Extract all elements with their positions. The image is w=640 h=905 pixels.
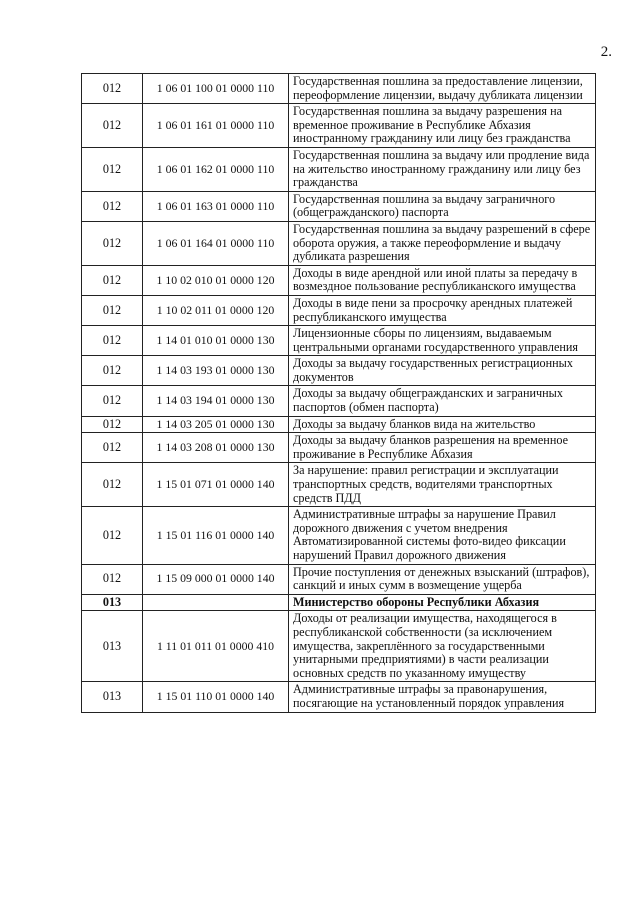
revenue-code-cell: 1 11 01 011 01 0000 410 — [143, 611, 289, 682]
admin-code-cell: 012 — [82, 386, 143, 416]
revenue-name-cell: Государственная пошлина за выдачу разрешения на временное проживание в Республике Абхазия иностранному гражданину или лицу без гражданства — [289, 104, 596, 148]
admin-code-cell: 012 — [82, 104, 143, 148]
revenue-name-cell: Административные штрафы за нарушение Правил дорожного движения с учетом внедрения Автоматизированной системы фото-видео фиксации нарушений Правил дорожного движения — [289, 507, 596, 564]
revenue-code-cell: 1 15 01 110 01 0000 140 — [143, 682, 289, 712]
table-row — [82, 265, 596, 295]
revenue-code-cell: 1 10 02 011 01 0000 120 — [143, 295, 289, 325]
table-row — [82, 463, 596, 507]
revenue-code-cell: 1 15 01 071 01 0000 140 — [143, 463, 289, 507]
table-row — [82, 611, 596, 682]
admin-code-cell: 012 — [82, 356, 143, 386]
revenue-name-cell: Государственная пошлина за выдачу разрешений в сфере оборота оружия, а также переоформление и выдачу дубликата разрешения — [289, 221, 596, 265]
revenue-name-cell: Доходы за выдачу общегражданских и заграничных паспортов (обмен паспорта) — [289, 386, 596, 416]
revenue-code-cell: 1 14 03 208 01 0000 130 — [143, 433, 289, 463]
revenue-code-cell: 1 06 01 161 01 0000 110 — [143, 104, 289, 148]
admin-code-cell: 013 — [82, 594, 143, 611]
revenue-name-cell: Доходы от реализации имущества, находящегося в республиканской собственности (за исключением имущества, закреплённого за государственными унитарными предприятиями) в части реализации основных средств по указанному имуществу — [289, 611, 596, 682]
table-row — [82, 74, 596, 104]
table-row — [82, 416, 596, 433]
revenue-codes-table — [81, 73, 596, 713]
revenue-code-cell: 1 06 01 163 01 0000 110 — [143, 191, 289, 221]
revenue-code-cell: 1 10 02 010 01 0000 120 — [143, 265, 289, 295]
admin-code-cell: 012 — [82, 416, 143, 433]
admin-code-cell: 012 — [82, 74, 143, 104]
table-row — [82, 356, 596, 386]
admin-code-cell: 012 — [82, 147, 143, 191]
revenue-code-cell: 1 14 03 194 01 0000 130 — [143, 386, 289, 416]
revenue-code-cell: 1 14 01 010 01 0000 130 — [143, 326, 289, 356]
revenue-name-cell: Государственная пошлина за предоставление лицензии, переоформление лицензии, выдачу дубликата лицензии — [289, 74, 596, 104]
revenue-name-cell: Доходы за выдачу государственных регистрационных документов — [289, 356, 596, 386]
admin-code-cell: 012 — [82, 564, 143, 594]
revenue-name-cell: Государственная пошлина за выдачу или продление вида на жительство иностранному гражданину или лицу без гражданства — [289, 147, 596, 191]
table-row — [82, 326, 596, 356]
revenue-code-cell: 1 15 09 000 01 0000 140 — [143, 564, 289, 594]
revenue-code-cell — [143, 594, 289, 611]
table-row — [82, 507, 596, 564]
revenue-name-cell: Доходы в виде арендной или иной платы за передачу в возмездное пользование республиканского имущества — [289, 265, 596, 295]
revenue-code-cell: 1 14 03 193 01 0000 130 — [143, 356, 289, 386]
table-row — [82, 221, 596, 265]
admin-code-cell: 012 — [82, 265, 143, 295]
table-row — [82, 295, 596, 325]
revenue-name-cell: Государственная пошлина за выдачу заграничного (общегражданского) паспорта — [289, 191, 596, 221]
revenue-code-cell: 1 06 01 162 01 0000 110 — [143, 147, 289, 191]
admin-code-cell: 012 — [82, 191, 143, 221]
revenue-name-cell: Доходы в виде пени за просрочку арендных платежей республиканского имущества — [289, 295, 596, 325]
revenue-code-cell: 1 15 01 116 01 0000 140 — [143, 507, 289, 564]
table-row — [82, 564, 596, 594]
admin-code-cell: 013 — [82, 682, 143, 712]
revenue-name-cell: Министерство обороны Республики Абхазия — [289, 594, 596, 611]
table-row — [82, 191, 596, 221]
revenue-name-cell: Доходы за выдачу бланков вида на жительство — [289, 416, 596, 433]
revenue-name-cell: Административные штрафы за правонарушения, посягающие на установленный порядок управления — [289, 682, 596, 712]
revenue-name-cell: За нарушение: правил регистрации и эксплуатации транспортных средств, водителями транспортных средств ПДД — [289, 463, 596, 507]
table-row — [82, 386, 596, 416]
admin-code-cell: 012 — [82, 221, 143, 265]
table-row — [82, 433, 596, 463]
table-row — [82, 682, 596, 712]
admin-code-cell: 012 — [82, 507, 143, 564]
table-row — [82, 104, 596, 148]
table-row — [82, 147, 596, 191]
revenue-code-cell: 1 06 01 100 01 0000 110 — [143, 74, 289, 104]
revenue-name-cell: Доходы за выдачу бланков разрешения на временное проживание в Республике Абхазия — [289, 433, 596, 463]
admin-code-cell: 012 — [82, 433, 143, 463]
revenue-name-cell: Лицензионные сборы по лицензиям, выдаваемым центральными органами государственного управления — [289, 326, 596, 356]
table-row — [82, 594, 596, 611]
revenue-name-cell: Прочие поступления от денежных взысканий (штрафов), санкций и иных сумм в возмещение ущерба — [289, 564, 596, 594]
admin-code-cell: 012 — [82, 295, 143, 325]
table-body — [82, 74, 596, 713]
admin-code-cell: 013 — [82, 611, 143, 682]
revenue-code-cell: 1 14 03 205 01 0000 130 — [143, 416, 289, 433]
page-number: 2. — [600, 44, 612, 60]
admin-code-cell: 012 — [82, 326, 143, 356]
revenue-code-cell: 1 06 01 164 01 0000 110 — [143, 221, 289, 265]
admin-code-cell: 012 — [82, 463, 143, 507]
